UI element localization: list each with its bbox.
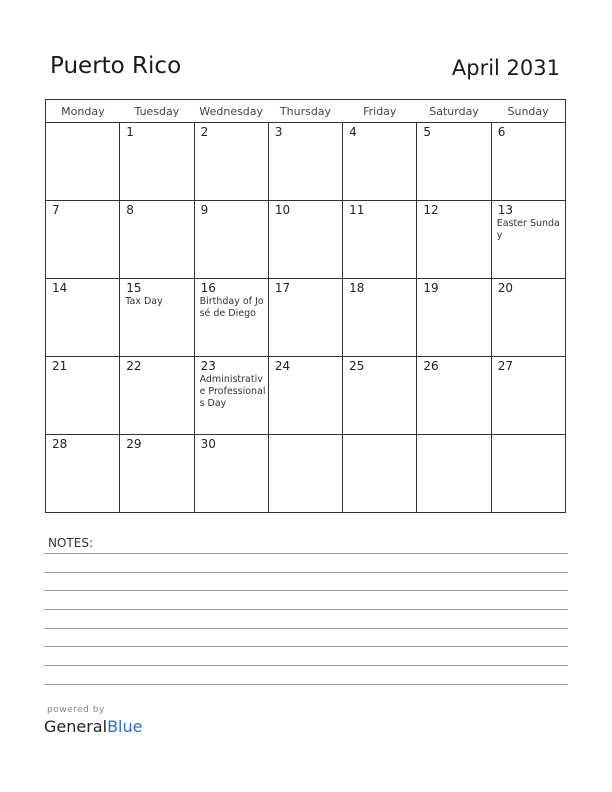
day-number: 6 [497,125,506,139]
calendar-day-cell [268,279,342,357]
notes-line [44,590,568,591]
weekday-wednesday: Wednesday [194,100,268,123]
day-number: 23 [200,359,216,373]
calendar-day-cell [268,201,342,279]
weekday-thursday: Thursday [268,100,342,123]
calendar-day-cell [120,279,194,357]
calendar-day-cell [46,435,120,513]
day-number: 13 [497,203,513,217]
notes-line [44,665,568,666]
day-number: 11 [349,203,365,217]
calendar-day-cell [46,123,120,201]
calendar-day-cell [491,201,565,279]
notes-line [44,553,568,554]
calendar-week-row [46,357,566,435]
calendar-day-cell [343,357,417,435]
day-number: 4 [349,125,357,139]
day-number: 18 [349,281,365,295]
calendar-day-cell [194,123,268,201]
notes-line [44,609,568,610]
calendar-week-row [46,435,566,513]
notes-line [44,572,568,573]
calendar-day-cell [491,123,565,201]
calendar-day-cell [120,123,194,201]
month-title: April 2031 [451,56,560,80]
brand-logo [44,717,142,736]
day-number: 3 [274,125,283,139]
calendar-day-cell [194,279,268,357]
calendar-day-cell [491,435,565,513]
notes-line [44,646,568,647]
brand-blue: Blue [107,717,143,736]
day-number: 21 [52,359,68,373]
day-number: 20 [497,281,513,295]
calendar-day-cell [343,123,417,201]
calendar-day-cell [417,435,491,513]
notes-line [44,684,568,685]
calendar-day-cell [46,357,120,435]
calendar-week-row [46,123,566,201]
day-number: 8 [126,203,134,217]
weekday-monday: Monday [46,100,120,123]
calendar-day-cell [491,279,565,357]
day-number: 9 [200,203,209,217]
day-number: 30 [200,437,216,451]
powered-by-text: powered by [47,705,105,715]
day-number: 26 [423,359,439,373]
day-number: 10 [274,203,291,217]
day-number: 12 [423,203,439,217]
calendar-day-cell [268,357,342,435]
country-title: Puerto Rico [50,53,182,79]
day-number: 24 [274,359,291,373]
calendar-day-cell [46,201,120,279]
day-number: 28 [52,437,68,451]
calendar-day-cell [194,435,268,513]
calendar-day-cell [268,435,342,513]
weekday-header-row [46,100,566,123]
calendar-week-row [46,279,566,357]
day-number: 17 [274,281,291,295]
calendar-day-cell [343,201,417,279]
day-number: 14 [52,281,68,295]
day-number: 19 [423,281,439,295]
day-number: 5 [423,125,432,139]
day-number: 27 [497,359,513,373]
calendar-day-cell [417,201,491,279]
calendar-day-cell [417,279,491,357]
weekday-tuesday: Tuesday [120,100,194,123]
calendar-day-cell [417,357,491,435]
holiday-label: Tax Day [125,296,163,307]
calendar-day-cell [268,123,342,201]
weekday-saturday: Saturday [417,100,491,123]
calendar-day-cell [194,201,268,279]
holiday-label: Birthday of José de Diego [199,296,264,319]
calendar-week-row [46,201,566,279]
day-number: 16 [200,281,216,295]
day-number: 29 [126,437,142,451]
day-number: 1 [126,125,134,139]
calendar-day-cell [120,357,194,435]
day-number: 15 [126,281,142,295]
calendar-day-cell [120,435,194,513]
calendar-day-cell [46,279,120,357]
calendar-day-cell [417,123,491,201]
holiday-label: Administrative Professionals Day [199,374,266,409]
calendar-day-cell [343,279,417,357]
day-number: 2 [200,125,209,139]
day-number: 25 [349,359,365,373]
notes-line [44,628,568,629]
calendar-day-cell [194,357,268,435]
weekday-friday: Friday [343,100,417,123]
day-number: 22 [126,359,142,373]
calendar-day-cell [491,357,565,435]
brand-general: General [44,717,108,736]
day-number: 7 [52,203,60,217]
calendar-grid [45,99,566,513]
calendar-day-cell [343,435,417,513]
calendar-day-cell [120,201,194,279]
notes-label: NOTES: [48,536,93,550]
holiday-label: Easter Sunday [496,218,560,241]
weekday-sunday: Sunday [491,100,565,123]
